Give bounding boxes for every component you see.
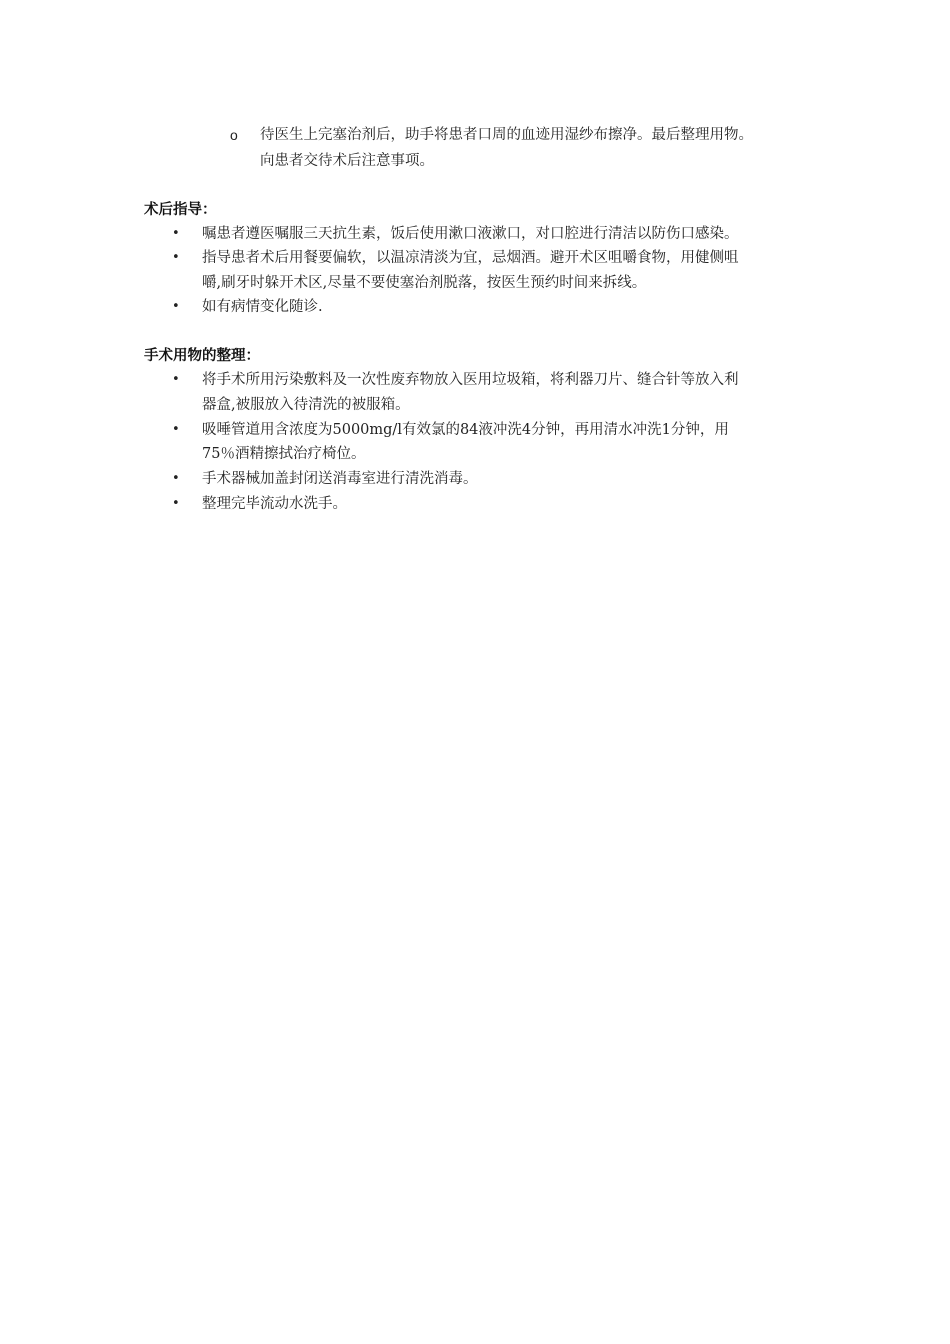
list-item-line: 如有病情变化随诊. [202, 299, 323, 315]
list-item-line: 吸唾管道用含浓度为5000mg/l有效氯的84液冲洗4分钟，再用清水冲洗1分钟，用 [202, 422, 729, 438]
sub-list-item-line-1: 待医生上完塞治剂后，助手将患者口周的血迹用湿纱布擦净。最后整理用物。 [260, 127, 753, 143]
list-item-line: 75％酒精擦拭治疗椅位。 [202, 446, 366, 462]
list-item-line: 手术器械加盖封闭送消毒室进行清洗消毒。 [202, 471, 478, 487]
list-item-line: 指导患者术后用餐要偏软，以温凉清淡为宜，忌烟酒。避开术区咀嚼食物，用健侧咀 [202, 250, 739, 266]
list-item-line: 将手术所用污染敷料及一次性废弃物放入医用垃圾箱，将利器刀片、缝合针等放入利 [202, 372, 739, 388]
bullet-icon: • [172, 496, 180, 511]
list-item-line: 嚼,刷牙时躲开术区,尽量不要使塞治剂脱落，按医生预约时间来拆线。 [202, 275, 647, 291]
section-heading-postop-guidance: 术后指导： [144, 202, 217, 218]
sub-list-item-line-2: 向患者交待术后注意事项。 [260, 153, 434, 169]
bullet-icon: • [172, 250, 180, 265]
list-item-line: 器盒,被服放入待清洗的被服箱。 [202, 397, 410, 413]
section-heading-supplies: 手术用物的整理： [144, 348, 260, 364]
sub-list-marker: o [230, 127, 238, 143]
bullet-icon: • [172, 226, 180, 241]
bullet-icon: • [172, 471, 180, 486]
list-item-line: 嘱患者遵医嘱服三天抗生素，饭后使用漱口液漱口，对口腔进行清洁以防伤口感染。 [202, 226, 739, 242]
bullet-icon: • [172, 299, 180, 314]
list-item-line: 整理完毕流动水洗手。 [202, 496, 347, 512]
bullet-icon: • [172, 372, 180, 387]
bullet-icon: • [172, 422, 180, 437]
